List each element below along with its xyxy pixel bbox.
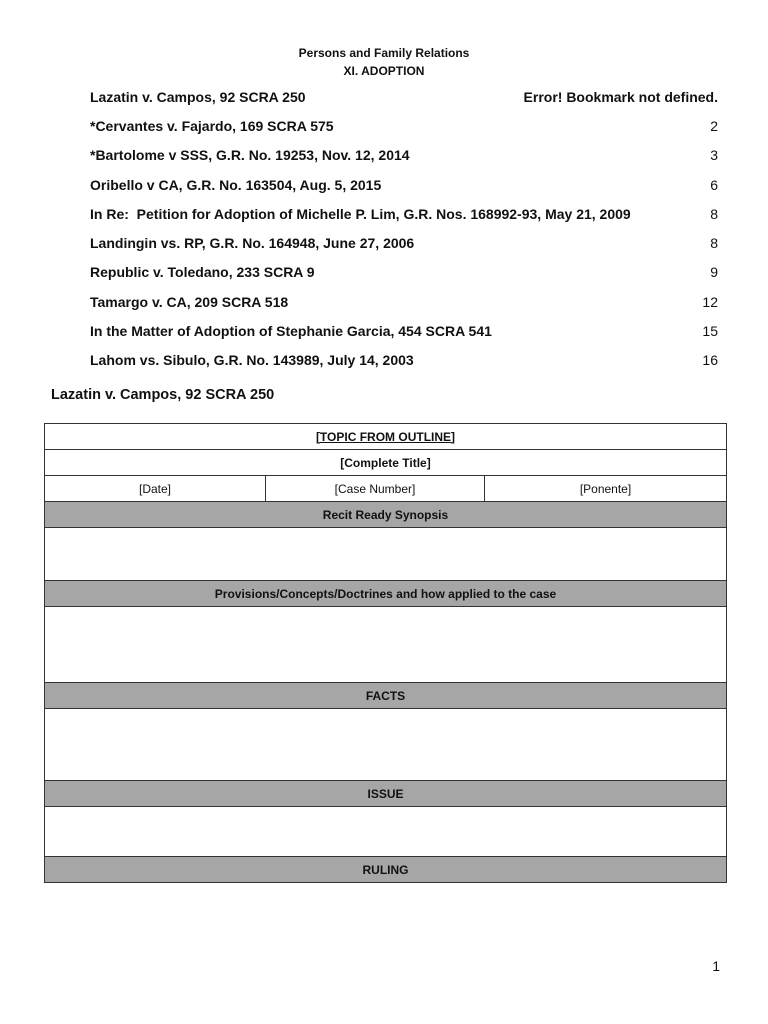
facts-header: FACTS: [45, 683, 727, 709]
toc-entry[interactable]: [90, 346, 718, 375]
toc-entry[interactable]: [90, 111, 718, 140]
toc-entry-page: 3: [710, 147, 718, 164]
toc-entry-page: 9: [710, 264, 718, 281]
toc-entry-page: 6: [710, 176, 718, 193]
toc-entry-title: Lahom vs. Sibulo, G.R. No. 143989, July 14, 2003: [90, 352, 414, 369]
toc-entry-title: Tamargo v. CA, 209 SCRA 518: [90, 293, 289, 310]
toc-entry-title: In the Matter of Adoption of Stephanie Garcia, 454 SCRA 541: [90, 323, 492, 340]
course-title: Persons and Family Relations: [298, 46, 470, 60]
toc-entry-page: 8: [710, 205, 718, 222]
table-of-contents: [90, 82, 718, 375]
page-number: 1: [712, 958, 720, 974]
case-digest-table: [44, 423, 727, 883]
toc-entry-page: 2: [710, 117, 718, 134]
toc-entry-title: In Re: Petition for Adoption of Michelle P. Lim, G.R. Nos. 168992-93, May 21, 2009: [90, 205, 631, 222]
toc-entry-page: 12: [702, 293, 718, 310]
toc-entry-page: 15: [702, 323, 718, 340]
ponente-cell: [Ponente]: [485, 476, 727, 502]
toc-entry[interactable]: [90, 258, 718, 287]
toc-entry[interactable]: [90, 82, 718, 111]
toc-entry[interactable]: [90, 141, 718, 170]
toc-entry-title: Republic v. Toledano, 233 SCRA 9: [90, 264, 315, 281]
issue-header: ISSUE: [45, 781, 727, 807]
topic-cell: [TOPIC FROM OUTLINE]: [45, 424, 727, 450]
toc-entry[interactable]: [90, 316, 718, 345]
case-number-cell: [Case Number]: [266, 476, 485, 502]
toc-entry-page: 8: [710, 235, 718, 252]
facts-body: [45, 709, 727, 781]
toc-entry[interactable]: [90, 228, 718, 257]
case-heading: Lazatin v. Campos, 92 SCRA 250: [51, 387, 275, 403]
section-title: XI. ADOPTION: [343, 64, 425, 78]
toc-entry-title: Oribello v CA, G.R. No. 163504, Aug. 5, 2015: [90, 176, 382, 193]
toc-entry[interactable]: [90, 287, 718, 316]
provisions-header: Provisions/Concepts/Doctrines and how applied to the case: [45, 581, 727, 607]
complete-title-cell: [Complete Title]: [45, 450, 727, 476]
toc-entry-page: Error! Bookmark not defined.: [523, 88, 718, 105]
synopsis-header: Recit Ready Synopsis: [45, 502, 727, 528]
provisions-body: [45, 607, 727, 683]
synopsis-body: [45, 528, 727, 581]
toc-entry[interactable]: [90, 170, 718, 199]
toc-entry-title: Landingin vs. RP, G.R. No. 164948, June 27, 2006: [90, 235, 415, 252]
toc-entry-title: *Cervantes v. Fajardo, 169 SCRA 575: [90, 117, 334, 134]
issue-body: [45, 807, 727, 857]
date-cell: [Date]: [45, 476, 266, 502]
ruling-header: RULING: [45, 857, 727, 883]
toc-entry-page: 16: [702, 352, 718, 369]
toc-entry-title: Lazatin v. Campos, 92 SCRA 250: [90, 88, 306, 105]
toc-entry[interactable]: [90, 199, 718, 228]
toc-entry-title: *Bartolome v SSS, G.R. No. 19253, Nov. 12, 2014: [90, 147, 410, 164]
